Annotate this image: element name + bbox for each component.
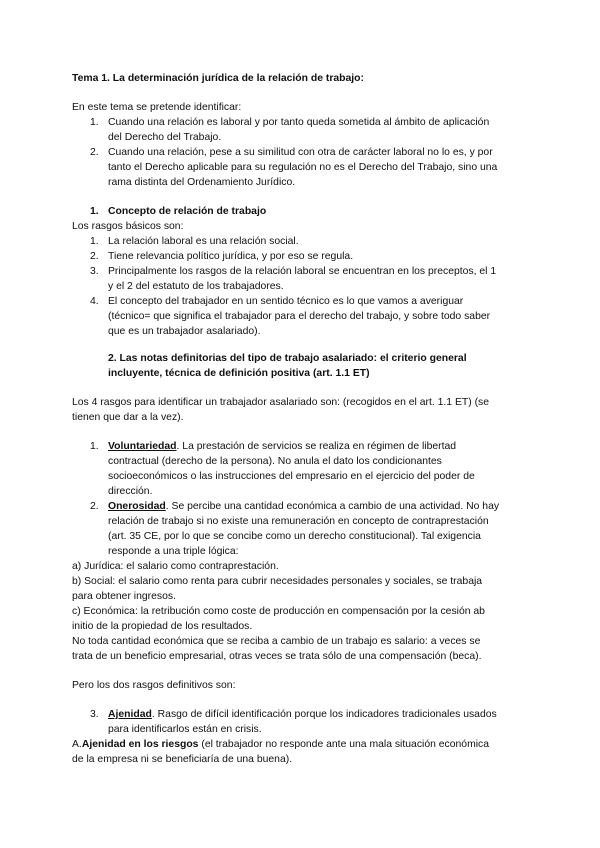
logic-line: c) Económica: la retribución como coste de producción en compensación por la cesión ab bbox=[72, 606, 485, 617]
document-title: Tema 1. La determinación jurídica de la relación de trabajo: bbox=[72, 73, 364, 84]
list-number: 1. bbox=[90, 441, 99, 452]
note-line: No toda cantidad económica que se reciba a cambio de un trabajo es salario: a veces se bbox=[72, 636, 481, 647]
list-item-line: y el 2 del estatuto de los trabajadores. bbox=[108, 281, 284, 292]
section-lead: Los rasgos básicos son: bbox=[72, 221, 184, 232]
list-item-line: rama distinta del Ordenamiento Jurídico. bbox=[108, 177, 296, 188]
logic-line: a) Jurídica: el salario como contraprestación. bbox=[72, 561, 279, 572]
intro-text: En este tema se pretende identificar: bbox=[72, 102, 242, 113]
note-line: trata de un beneficio empresarial, otras veces se trata sólo de una compensación (beca). bbox=[72, 651, 482, 662]
list-item-line bbox=[108, 440, 456, 455]
list-item-line: relación de trabajo si no existe una remuneración en concepto de contraprestación bbox=[108, 516, 489, 527]
list-item-line: (técnico= que significa el trabajador para el derecho del trabajo, y sobre todo saber bbox=[108, 311, 491, 322]
list-item-line: del Derecho del Trabajo. bbox=[108, 132, 222, 143]
list-number: 1. bbox=[90, 236, 99, 247]
sub-term: Ajenidad en los riesgos bbox=[81, 739, 199, 750]
list-number: 2. bbox=[90, 251, 99, 262]
list-number: 2. bbox=[90, 147, 99, 158]
pero-text: Pero los dos rasgos definitivos son: bbox=[72, 680, 236, 691]
section-heading: incluyente, técnica de definición positiva (art. 1.1 ET) bbox=[108, 368, 370, 379]
list-item-line: Cuando una relación es laboral y por tanto queda sometida al ámbito de aplicación bbox=[108, 117, 490, 128]
list-item-line: Principalmente los rasgos de la relación laboral se encuentran en los preceptos, el 1 bbox=[108, 266, 497, 277]
term: Onerosidad bbox=[108, 501, 166, 512]
sub-rest: (el trabajador no responde ante una mala situación económica bbox=[198, 739, 490, 750]
list-item-line: socioeconómicos o las instrucciones del empresario en el ejercicio del poder de bbox=[108, 471, 475, 482]
section-number: 1. bbox=[90, 206, 99, 217]
list-item-line bbox=[108, 708, 497, 723]
logic-line: b) Social: el salario como renta para cubrir necesidades personales y sociales, se trabaja bbox=[72, 576, 483, 587]
sub-prefix: A. bbox=[72, 739, 82, 750]
logic-line: para obtener ingresos. bbox=[72, 591, 176, 602]
list-number: 3. bbox=[90, 709, 99, 720]
section-heading: 2. Las notas definitorias del tipo de trabajo asalariado: el criterio general bbox=[108, 353, 467, 364]
list-number: 3. bbox=[90, 266, 99, 277]
list-item-line: responde a una triple lógica: bbox=[108, 546, 239, 557]
list-item-line: tanto el Derecho aplicable para su regulación no es el Derecho del Trabajo, sino una bbox=[108, 162, 498, 173]
sub-item-line: de la empresa ni se beneficiaría de una buena). bbox=[72, 754, 293, 765]
list-item-line: contractual (derecho de la persona). No anula el dato los condicionantes bbox=[108, 456, 442, 467]
list-item-line: dirección. bbox=[108, 486, 153, 497]
list-item-line: El concepto del trabajador en un sentido técnico es lo que vamos a averiguar bbox=[108, 296, 464, 307]
logic-line: initio de la propiedad de los resultados. bbox=[72, 621, 253, 632]
section-intro: Los 4 rasgos para identificar un trabajador asalariado son: (recogidos en el art. 1.1 ET) (se bbox=[72, 397, 490, 408]
list-number: 2. bbox=[90, 501, 99, 512]
sub-item-line bbox=[72, 738, 489, 753]
list-number: 1. bbox=[90, 117, 99, 128]
list-item-line: (art. 35 CE, por lo que se concibe como un derecho constitucional). Tal exigencia bbox=[108, 531, 481, 542]
list-item-line: Tiene relevancia político jurídica, y por eso se regula. bbox=[108, 251, 354, 262]
section-intro: tienen que dar a la vez). bbox=[72, 412, 184, 423]
term-rest: . Rasgo de difícil identificación porque los indicadores tradicionales usados bbox=[151, 709, 497, 720]
term: Voluntariedad bbox=[108, 441, 177, 452]
section-heading: Concepto de relación de trabajo bbox=[108, 206, 267, 217]
term: Ajenidad bbox=[108, 709, 152, 720]
list-item-line bbox=[108, 500, 499, 515]
term-rest: . La prestación de servicios se realiza en régimen de libertad bbox=[176, 441, 457, 452]
list-item-line: para identificarlos están en crisis. bbox=[108, 724, 262, 735]
list-item-line: La relación laboral es una relación social. bbox=[108, 236, 299, 247]
term-rest: . Se percibe una cantidad económica a cambio de una actividad. No hay bbox=[165, 501, 500, 512]
list-number: 4. bbox=[90, 296, 99, 307]
list-item-line: Cuando una relación, pese a su similitud con otra de carácter laboral no lo es, y por bbox=[108, 147, 493, 158]
list-item-line: que es un trabajador asalariado). bbox=[108, 326, 261, 337]
